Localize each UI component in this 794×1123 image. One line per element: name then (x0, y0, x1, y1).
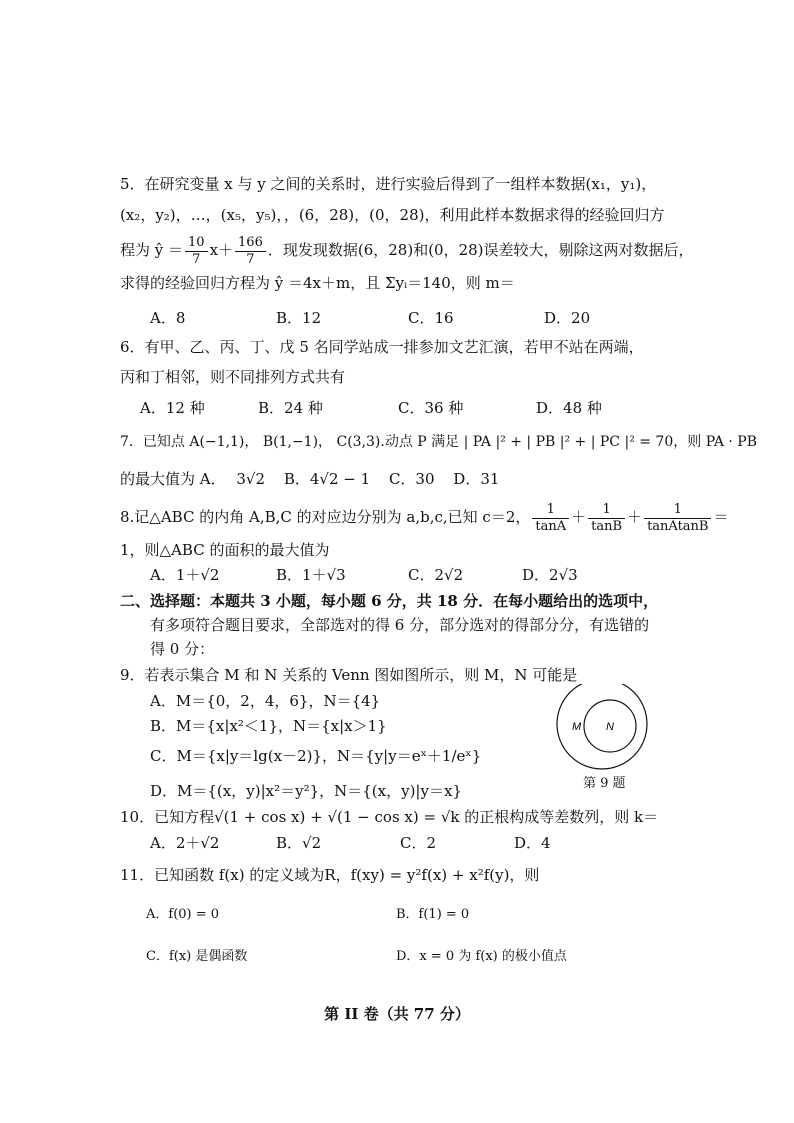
q8-line1-suffix: ＝ (713, 508, 729, 526)
q5-fraction-2-num: 166 (235, 235, 266, 252)
q9-option-b[interactable]: B．M＝{x|x²＜1}，N＝{x|x＞1} (150, 717, 387, 735)
q8-option-b[interactable]: B．1＋√3 (276, 566, 346, 584)
q5-line3 (120, 230, 694, 270)
q10-option-d[interactable]: D．4 (514, 834, 551, 852)
q7-line2 (120, 468, 499, 490)
venn-outer-circle (557, 684, 647, 769)
q8-option-d[interactable]: D．2√3 (522, 566, 578, 584)
q9-stem: 9．若表示集合 M 和 N 关系的 Venn 图如图所示，则 M，N 可能是 (120, 666, 578, 684)
q5-fraction-1-den: 7 (192, 251, 201, 267)
q9-option-a[interactable]: A．M＝{0，2，4，6}，N＝{4} (150, 692, 381, 710)
q5-line3-prefix: 程为 ŷ ＝ (120, 241, 184, 259)
q10-stem: 10．已知方程√(1 + cos x) + √(1 − cos x) = √k 的正根构成等差数列，则 k＝ (120, 808, 659, 826)
q7-option-b[interactable]: B．4√2 − 1 (283, 470, 371, 488)
q5-option-d[interactable]: D．20 (544, 309, 591, 327)
q8-fraction-1 (532, 502, 569, 535)
q5-line4: 求得的经验回归方程为 ŷ ＝4x＋m，且 Σyᵢ＝140，则 m＝ (120, 274, 515, 292)
q6-option-c[interactable]: C．36 种 (398, 399, 464, 417)
q8-fraction-2-den: tanB (591, 518, 623, 534)
q7-line2-prefix: 的最大值为 A． (120, 470, 226, 488)
section2-line3: 得 0 分： (150, 640, 215, 658)
part-ii-heading: 第 II 卷（共 77 分） (324, 1005, 470, 1023)
q5-fraction-1 (185, 235, 208, 268)
q5-line2: (x₂，y₂)，…，(x₅，y₅)，，(6，28)，(0，28)，利用此样本数据求得的经验回归方 (120, 206, 665, 224)
q8-fraction-3-den: tanAtanB (647, 518, 709, 534)
q5-line3-mid: x＋ (209, 241, 234, 259)
q8-option-a[interactable]: A．1＋√2 (150, 566, 220, 584)
q9-option-c[interactable]: C．M＝{x|y＝lg(x－2)}，N＝{y|y＝eˣ＋1/eˣ} (150, 747, 482, 765)
section2-line1: 二、选择题：本题共 3 小题，每小题 6 分，共 18 分．在每小题给出的选项中， (120, 592, 659, 610)
q8-fraction-2 (588, 502, 625, 535)
q8-line1-prefix: 8.记△ABC 的内角 A,B,C 的对应边分别为 a,b,c,已知 c＝2， (120, 508, 531, 526)
venn-label-n: N (606, 721, 614, 733)
q7-line1: 7．已知点 A(−1,1)， B(1,−1)， C(3,3).动点 P 满足 | PA |² + | PB |² + | PC |² = 70，则 PA · PB (120, 434, 757, 450)
q5-fraction-1-num: 10 (185, 235, 208, 252)
q5-line1: 5．在研究变量 x 与 y 之间的关系时，进行实验后得到了一组样本数据(x₁，y₁)， (120, 175, 657, 193)
q10-option-c[interactable]: C．2 (400, 834, 437, 852)
q5-option-b[interactable]: B．12 (276, 309, 322, 327)
q8-line1: 8.记△ABC 的内角 A,B,C 的对应边分别为 a,b,c,已知 c＝2， $\frac{1}{\tan A}$ ＋ $\frac{1}{\tan B}$ ＋ $\frac{1}{\text{tanAtanB}}$ ＝ (120, 501, 729, 534)
q7-option-a[interactable]: 3√2 (236, 470, 266, 488)
q8-fraction-2-num: 1 (588, 502, 625, 519)
q6-option-b[interactable]: B．24 种 (258, 399, 323, 417)
q11-option-d[interactable]: D．x = 0 为 f(x) 的极小值点 (396, 949, 567, 964)
figure-caption: 第 9 题 (583, 776, 626, 791)
q6-line1: 6．有甲、乙、丙、丁、戊 5 名同学站成一排参加文艺汇演，若甲不站在两端， (120, 338, 644, 356)
q5-line3-suffix: ．现发现数据(6，28)和(0，28)误差较大，剔除这两对数据后， (267, 241, 694, 259)
q6-option-d[interactable]: D．48 种 (536, 399, 602, 417)
q7-option-d[interactable]: D．31 (453, 470, 500, 488)
q11-stem: 11．已知函数 f(x) 的定义域为R，f(xy) = y²f(x) + x²f(y)，则 (120, 866, 540, 884)
q8-fraction-1-den: tanA (535, 518, 567, 534)
q10-option-b[interactable]: B．√2 (276, 834, 322, 852)
q11-option-b[interactable]: B．f(1) = 0 (396, 907, 470, 922)
q9-option-d[interactable]: D．M＝{(x，y)|x²＝y²}，N＝{(x，y)|y＝x} (150, 782, 462, 800)
q5-option-a[interactable]: A．8 (150, 309, 186, 327)
q10-option-a[interactable]: A．2＋√2 (150, 834, 220, 852)
q5-fraction-2-den: 7 (246, 251, 255, 267)
venn-diagram (552, 684, 652, 784)
q8-fraction-1-num: 1 (532, 502, 569, 519)
q5-fraction-2 (235, 235, 266, 268)
section2-line2: 有多项符合题目要求，全部选对的得 6 分，部分选对的得部分分，有选错的 (150, 616, 650, 634)
q5-option-c[interactable]: C．16 (408, 309, 454, 327)
q11-option-c[interactable]: C．f(x) 是偶函数 (146, 949, 248, 964)
q7-option-c[interactable]: C．30 (388, 470, 435, 488)
q6-line2: 丙和丁相邻，则不同排列方式共有 (120, 368, 346, 386)
q8-option-c[interactable]: C．2√2 (408, 566, 464, 584)
q8-fraction-3-num: 1 (644, 502, 711, 519)
q8-fraction-3 (644, 502, 711, 535)
q11-option-a[interactable]: A．f(0) = 0 (146, 907, 220, 922)
venn-label-m: M (572, 721, 582, 733)
q6-option-a[interactable]: A．12 种 (140, 399, 205, 417)
q8-line2: 1，则△ABC 的面积的最大值为 (120, 541, 330, 559)
